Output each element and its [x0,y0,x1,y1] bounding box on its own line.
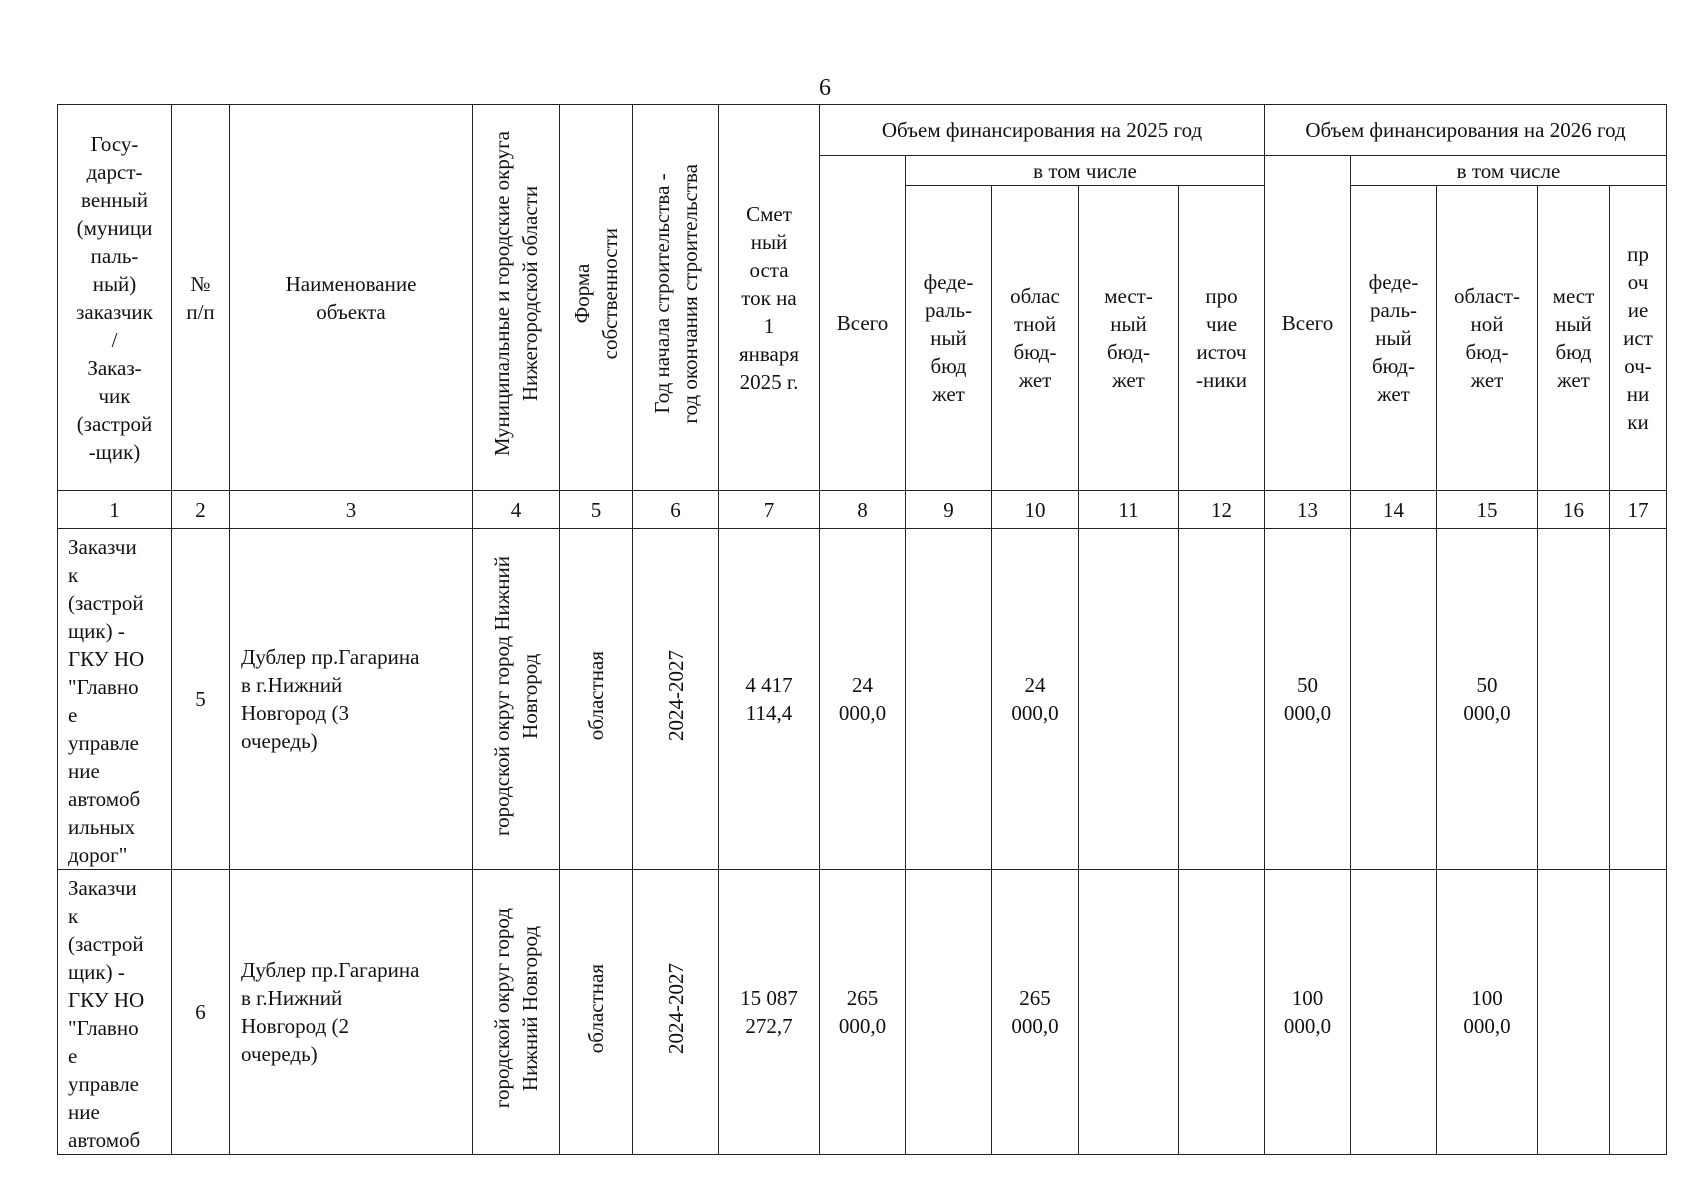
header-other-2025: про чие источ -ники [1179,186,1265,491]
cell-name: Дублер пр.Гагарина в г.Нижний Новгород (3 очередь) [230,529,473,870]
header-ownership: Форма собственности [560,105,633,491]
column-number: 14 [1351,491,1437,529]
cell-customer: Заказчи к (застрой щик) - ГКУ НО "Главно е управле ние автомоб [58,870,172,1155]
cell-name: Дублер пр.Гагарина в г.Нижний Новгород (2 очередь) [230,870,473,1155]
cell-ownership: областная [560,870,633,1155]
header-other-2026: пр оч ие ист оч- ни ки [1610,186,1667,491]
cell-federal-2026 [1351,870,1437,1155]
column-number: 13 [1265,491,1351,529]
column-number: 1 [58,491,172,529]
cell-ownership: областная [560,529,633,870]
page-number: 6 [819,75,831,101]
cell-total-2026: 100 000,0 [1265,870,1351,1155]
cell-num: 6 [172,870,230,1155]
cell-local-2025 [1079,529,1179,870]
cell-other-2025 [1179,529,1265,870]
header-including-2026: в том числе [1351,156,1667,186]
column-number: 15 [1437,491,1538,529]
header-local-2026: мест ный бюд жет [1538,186,1610,491]
cell-other-2026 [1610,529,1667,870]
header-including-2025: в том числе [906,156,1265,186]
cell-regional-2026: 100 000,0 [1437,870,1538,1155]
cell-regional-2025: 24 000,0 [992,529,1079,870]
header-municipality: Муниципальные и городские округа Нижегородской области [473,105,560,491]
header-federal-2026: феде- раль- ный бюд- жет [1351,186,1437,491]
header-total-2026: Всего [1265,156,1351,491]
cell-total-2025: 265 000,0 [820,870,906,1155]
column-number: 7 [719,491,820,529]
column-number: 11 [1079,491,1179,529]
column-number: 10 [992,491,1079,529]
cell-municipality: городской округ город Нижний Новгород [473,870,560,1155]
header-federal-2025: феде- раль- ный бюд жет [906,186,992,491]
header-regional-2025: облас тной бюд- жет [992,186,1079,491]
column-number: 3 [230,491,473,529]
column-number-row [58,491,1667,529]
header-balance: Смет ный оста ток на 1 января 2025 г. [719,105,820,491]
header-funding-2026: Объем финансирования на 2026 год [1265,105,1667,156]
cell-local-2026 [1538,870,1610,1155]
cell-num: 5 [172,529,230,870]
header-years: Год начала строительства - год окончания строительства [633,105,719,491]
header-customer: Госу- дарст- венный (муници паль- ный) заказчик / Заказ- чик (застрой -щик) [58,105,172,491]
cell-years: 2024-2027 [633,870,719,1155]
investment-table [57,104,1667,1155]
header-num: № п/п [172,105,230,491]
column-number: 6 [633,491,719,529]
cell-balance: 4 417 114,4 [719,529,820,870]
cell-total-2025: 24 000,0 [820,529,906,870]
column-number: 17 [1610,491,1667,529]
column-number: 12 [1179,491,1265,529]
cell-federal-2026 [1351,529,1437,870]
cell-customer: Заказчи к (застрой щик) - ГКУ НО "Главно е управле ние автомоб ильных дорог" [58,529,172,870]
header-funding-2025: Объем финансирования на 2025 год [820,105,1265,156]
column-number: 9 [906,491,992,529]
column-number: 16 [1538,491,1610,529]
cell-local-2026 [1538,529,1610,870]
header-regional-2026: област- ной бюд- жет [1437,186,1538,491]
cell-federal-2025 [906,870,992,1155]
table-row [58,529,1667,870]
header-total-2025: Всего [820,156,906,491]
cell-other-2026 [1610,870,1667,1155]
cell-other-2025 [1179,870,1265,1155]
column-number: 2 [172,491,230,529]
cell-years: 2024-2027 [633,529,719,870]
cell-total-2026: 50 000,0 [1265,529,1351,870]
header-row-top [58,105,1667,156]
header-local-2025: мест- ный бюд- жет [1079,186,1179,491]
column-number: 5 [560,491,633,529]
cell-municipality: городской округ город Нижний Новгород [473,529,560,870]
cell-local-2025 [1079,870,1179,1155]
cell-regional-2025: 265 000,0 [992,870,1079,1155]
column-number: 8 [820,491,906,529]
header-name: Наименование объекта [230,105,473,491]
table-row [58,870,1667,1155]
cell-federal-2025 [906,529,992,870]
cell-balance: 15 087 272,7 [719,870,820,1155]
column-number: 4 [473,491,560,529]
cell-regional-2026: 50 000,0 [1437,529,1538,870]
